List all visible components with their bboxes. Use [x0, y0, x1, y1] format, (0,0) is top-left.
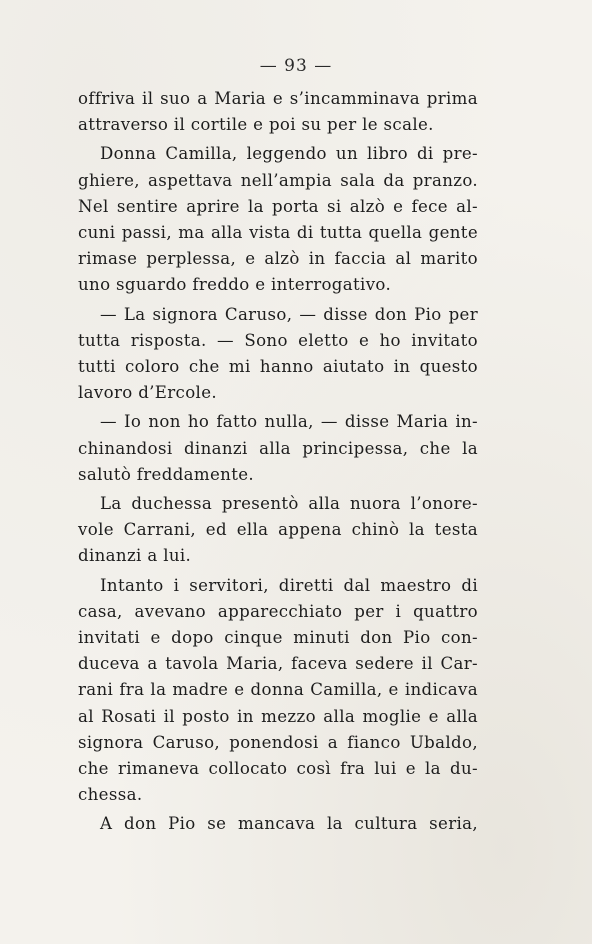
text-line: tutta risposta. — Sono eletto e ho invitato — [78, 330, 478, 350]
paragraph-6 — [78, 573, 478, 809]
text-line: cuni passi, ma alla vista di tutta quella gente — [78, 223, 478, 243]
text-line: — La signora Caruso, — disse don Pio per — [100, 304, 478, 324]
page-number: — 93 — — [259, 56, 333, 76]
text-line: La duchessa presentò alla nuora l’onore- — [100, 494, 478, 514]
body-text — [78, 86, 478, 841]
text-line: attraverso il cortile e poi su per le scale. — [78, 115, 434, 135]
text-line: rani fra la madre e donna Camilla, e indicava — [78, 680, 478, 700]
text-line: duceva a tavola Maria, faceva sedere il Car- — [78, 654, 478, 674]
text-line: chessa. — [78, 785, 143, 805]
text-line: chinandosi dinanzi alla principessa, che la — [78, 438, 478, 458]
text-line: tutti coloro che mi hanno aiutato in questo — [78, 357, 478, 377]
text-line: Nel sentire aprire la porta si alzò e fece al- — [78, 196, 478, 216]
paragraph-5 — [78, 491, 478, 570]
text-line: al Rosati il posto in mezzo alla moglie e alla — [78, 706, 478, 726]
text-line: ghiere, aspettava nell’ampia sala da pranzo. — [78, 170, 478, 190]
text-line: invitati e dopo cinque minuti don Pio con- — [78, 628, 478, 648]
text-line: rimase perplessa, e alzò in faccia al marito — [78, 249, 478, 269]
text-line: uno sguardo freddo e interrogativo. — [78, 275, 392, 295]
text-line: casa, avevano apparecchiato per i quattro — [78, 601, 478, 621]
text-line: A don Pio se mancava la cultura seria, — [100, 814, 478, 834]
text-line: offriva il suo a Maria e s’incamminava prima — [78, 89, 478, 108]
paragraph-4 — [78, 409, 478, 488]
text-line: dinanzi a lui. — [78, 546, 192, 566]
paragraph-7 — [78, 811, 478, 837]
paragraph-1 — [78, 86, 478, 138]
text-line: Donna Camilla, leggendo un libro di pre- — [100, 144, 478, 164]
text-line: lavoro d’Ercole. — [78, 383, 217, 403]
text-line: signora Caruso, ponendosi a fianco Ubaldo, — [78, 732, 478, 752]
text-line: che rimaneva collocato così fra lui e la du- — [78, 759, 478, 779]
paragraph-3 — [78, 302, 478, 407]
text-line: — Io non ho fatto nulla, — disse Maria in- — [100, 412, 478, 432]
text-line: salutò freddamente. — [78, 464, 255, 484]
paragraph-2 — [78, 141, 478, 298]
text-line: vole Carrani, ed ella appena chinò la testa — [78, 520, 478, 540]
text-line: Intanto i servitori, diretti dal maestro di — [100, 575, 478, 595]
